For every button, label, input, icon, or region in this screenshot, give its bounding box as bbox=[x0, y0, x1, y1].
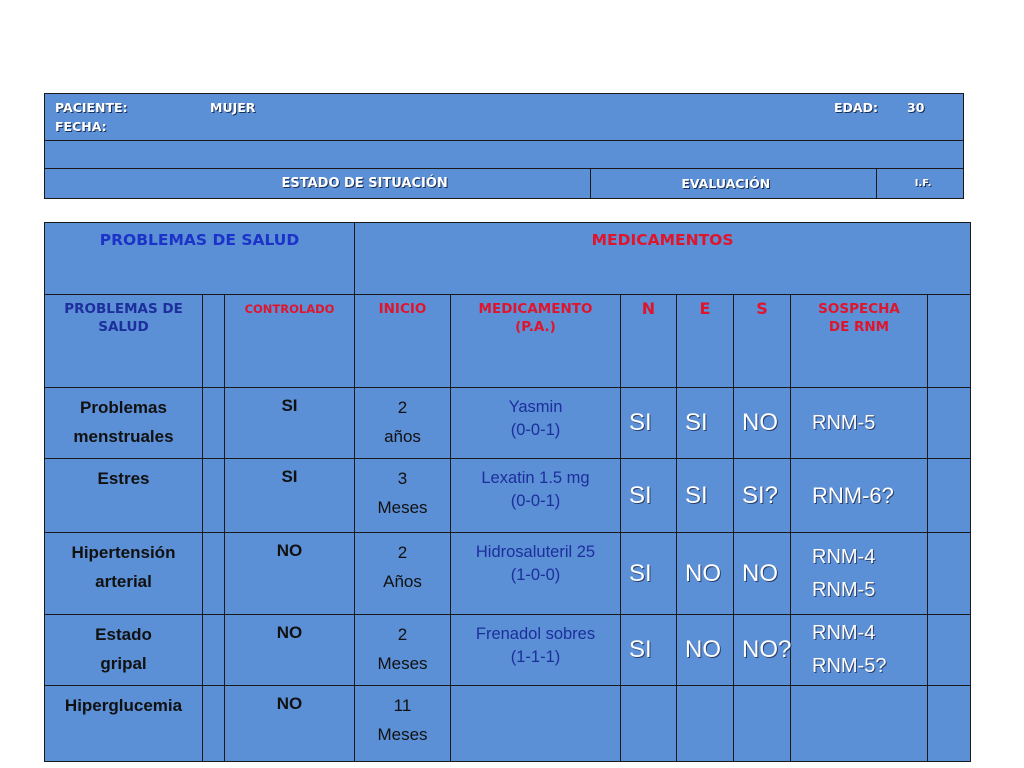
medicamento-cell bbox=[451, 388, 621, 459]
rnm-l2: RNM-5? bbox=[812, 655, 887, 677]
table-row bbox=[45, 615, 971, 686]
e-cell: SI bbox=[677, 388, 734, 459]
inicio-l1: 2 bbox=[397, 543, 408, 562]
inicio-l1: 2 bbox=[397, 625, 408, 644]
estado-situacion-header: ESTADO DE SITUACIÓN bbox=[45, 169, 591, 199]
evaluacion-header: EVALUACIÓN bbox=[591, 169, 877, 199]
medicamento-l2: (0-0-1) bbox=[510, 421, 561, 439]
n-cell: SI bbox=[621, 459, 677, 533]
inicio-l2: Meses bbox=[377, 654, 428, 673]
controlado-cell: NO bbox=[225, 686, 355, 762]
medicamento-cell bbox=[451, 459, 621, 533]
col-s: S bbox=[734, 295, 791, 388]
col-sospecha-l1: SOSPECHA bbox=[818, 301, 900, 317]
controlado-cell: SI bbox=[225, 388, 355, 459]
n-cell: SI bbox=[621, 388, 677, 459]
medicamento-l1: Frenadol sobres bbox=[475, 625, 596, 643]
problema-l1: Hiperglucemia bbox=[64, 696, 183, 715]
table-row bbox=[45, 533, 971, 615]
rnm-l1: RNM-4 bbox=[812, 622, 876, 644]
empty-cell bbox=[928, 686, 971, 762]
n-cell bbox=[621, 686, 677, 762]
empty-cell bbox=[203, 686, 225, 762]
problema-cell bbox=[45, 388, 203, 459]
problema-l1: Estado bbox=[95, 625, 152, 644]
e-cell bbox=[677, 686, 734, 762]
problema-l1: Problemas bbox=[80, 398, 167, 417]
empty-cell bbox=[203, 615, 225, 686]
e-cell: NO bbox=[677, 533, 734, 615]
inicio-cell bbox=[355, 388, 451, 459]
medicamento-l1: Hidrosaluteril 25 bbox=[475, 543, 596, 561]
problema-cell bbox=[45, 615, 203, 686]
rnm-cell bbox=[791, 533, 928, 615]
col-empty-2 bbox=[928, 295, 971, 388]
empty-cell bbox=[928, 533, 971, 615]
e-cell: SI bbox=[677, 459, 734, 533]
s-cell: NO? bbox=[734, 615, 791, 686]
n-cell: SI bbox=[621, 533, 677, 615]
e-cell: NO bbox=[677, 615, 734, 686]
medicamento-l2: (1-0-0) bbox=[510, 566, 561, 584]
empty-cell bbox=[928, 459, 971, 533]
col-empty-1 bbox=[203, 295, 225, 388]
medicamento-l1: Yasmin bbox=[508, 398, 563, 416]
medicamento-cell bbox=[451, 533, 621, 615]
patient-info-row bbox=[45, 94, 964, 141]
paciente-value: MUJER bbox=[210, 100, 256, 115]
problema-l2: arterial bbox=[95, 572, 152, 591]
fecha-label: FECHA: bbox=[55, 119, 107, 134]
inicio-cell bbox=[355, 686, 451, 762]
patient-header-table bbox=[44, 93, 964, 199]
inicio-l1: 11 bbox=[393, 696, 412, 715]
group-medicamentos: MEDICAMENTOS bbox=[355, 223, 971, 295]
rnm-cell bbox=[791, 388, 928, 459]
s-cell: NO bbox=[734, 533, 791, 615]
inicio-l1: 2 bbox=[397, 398, 408, 417]
blank-row bbox=[45, 141, 964, 169]
controlado-cell: NO bbox=[225, 533, 355, 615]
problema-cell bbox=[45, 533, 203, 615]
inicio-l2: Años bbox=[383, 572, 422, 591]
col-e: E bbox=[677, 295, 734, 388]
col-medicamento bbox=[451, 295, 621, 388]
medicamento-l2: (1-1-1) bbox=[510, 648, 561, 666]
rnm-l1: RNM-6? bbox=[812, 483, 894, 508]
empty-cell bbox=[203, 388, 225, 459]
if-header: I.F. bbox=[877, 169, 964, 199]
s-cell: NO bbox=[734, 388, 791, 459]
inicio-cell bbox=[355, 615, 451, 686]
col-n: N bbox=[621, 295, 677, 388]
inicio-l2: años bbox=[384, 427, 421, 446]
medicamento-l1: Lexatin 1.5 mg bbox=[481, 469, 590, 487]
inicio-l1: 3 bbox=[397, 469, 408, 488]
col-medicamento-l1: MEDICAMENTO bbox=[478, 301, 593, 317]
group-problemas-salud: PROBLEMAS DE SALUD bbox=[45, 223, 355, 295]
problema-l2: menstruales bbox=[73, 427, 174, 446]
rnm-l1: RNM-4 bbox=[812, 545, 876, 568]
problema-cell bbox=[45, 459, 203, 533]
inicio-cell bbox=[355, 459, 451, 533]
inicio-l2: Meses bbox=[377, 725, 428, 744]
controlado-cell: NO bbox=[225, 615, 355, 686]
edad-value: 30 bbox=[907, 100, 925, 115]
col-controlado: CONTROLADO bbox=[225, 295, 355, 388]
col-sospecha-rnm bbox=[791, 295, 928, 388]
edad-label: EDAD: bbox=[834, 100, 878, 115]
table-row bbox=[45, 459, 971, 533]
medicamento-cell bbox=[451, 686, 621, 762]
problema-cell bbox=[45, 686, 203, 762]
table-row bbox=[45, 388, 971, 459]
col-sospecha-l2: DE RNM bbox=[828, 319, 890, 335]
empty-cell bbox=[203, 459, 225, 533]
medicamento-cell bbox=[451, 615, 621, 686]
health-problems-table bbox=[44, 222, 971, 762]
s-cell bbox=[734, 686, 791, 762]
col-problemas-salud: PROBLEMAS DE SALUD bbox=[45, 295, 203, 388]
inicio-cell bbox=[355, 533, 451, 615]
col-medicamento-l2: (P.A.) bbox=[515, 319, 556, 335]
paciente-label: PACIENTE: bbox=[55, 100, 128, 115]
rnm-l1: RNM-5 bbox=[812, 411, 876, 434]
problema-l1: Estres bbox=[97, 469, 150, 488]
empty-cell bbox=[928, 388, 971, 459]
col-inicio: INICIO bbox=[355, 295, 451, 388]
medicamento-l2: (0-0-1) bbox=[510, 492, 561, 510]
rnm-cell bbox=[791, 615, 928, 686]
empty-cell bbox=[203, 533, 225, 615]
rnm-l2: RNM-5 bbox=[812, 578, 876, 601]
rnm-cell bbox=[791, 459, 928, 533]
problema-l2: gripal bbox=[100, 654, 147, 673]
table-row bbox=[45, 686, 971, 762]
controlado-cell: SI bbox=[225, 459, 355, 533]
rnm-cell bbox=[791, 686, 928, 762]
empty-cell bbox=[928, 615, 971, 686]
s-cell: SI? bbox=[734, 459, 791, 533]
n-cell: SI bbox=[621, 615, 677, 686]
problema-l1: Hipertensión bbox=[71, 543, 176, 562]
inicio-l2: Meses bbox=[377, 498, 428, 517]
